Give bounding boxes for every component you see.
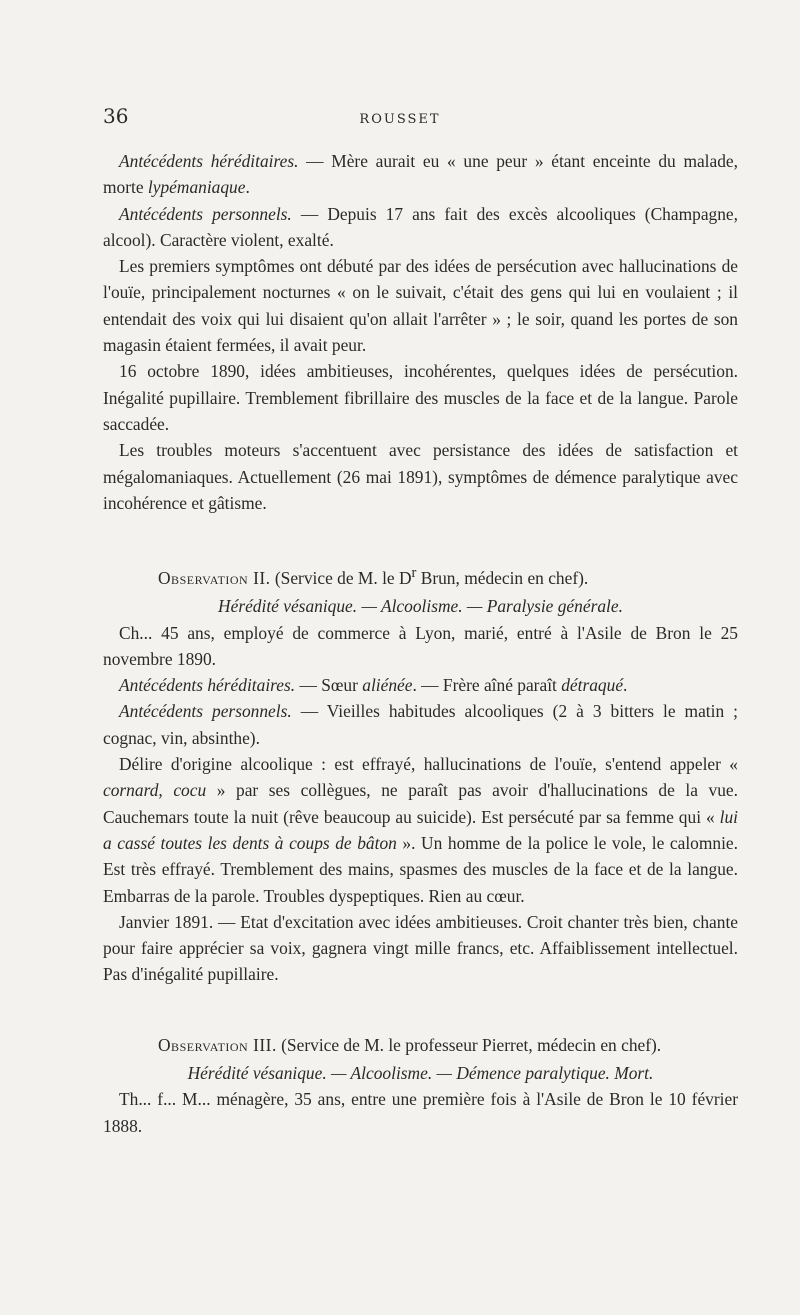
observation-3-title: Observation III. (Service de M. le professeur Pierret, médecin en chef). [158,1034,662,1055]
paragraph-personal-1: Antécédents personnels. — Depuis 17 ans fait des excès alcooliques (Champagne, alcool). Caractère violent, exalté. [103,203,738,250]
paragraph-heading: Antécédents personnels. [119,203,292,224]
paragraph-patient-ch: Ch... 45 ans, employé de commerce à Lyon, marié, entré à l'Asile de Bron le 25 novembre 1890. [103,622,738,669]
paragraph-october-1890: 16 octobre 1890, idées ambitieuses, incohérentes, quelques idées de persécution. Inégalité pupillaire. Tremblement fibrillaire des muscles de la face et de la langue. Parole saccadée. [103,361,738,434]
paragraph-heading: Antécédents personnels. [119,701,292,722]
paragraph-hereditary-2: Antécédents héréditaires. — Sœur aliénée. — Frère aîné paraît détraqué. [119,675,628,696]
body-text [103,148,738,1139]
paragraph-patient-th: Th... f... M... ménagère, 35 ans, entre une première fois à l'Asile de Bron le 10 février 1888. [103,1089,738,1136]
page-number: 36 [103,104,129,128]
paragraph-symptoms: Les premiers symptômes ont débuté par des idées de persécution avec hallucinations de l'ouïe, principalement nocturnes « on le suivait, c'était des gens qui lui en voulaient ; il entendait des voix qui lui disaient qu'on allait l'arrêter » ; le soir, quand les portes de son magasin étaient fermées, il avait peur. [103,256,738,356]
observation-3-subtitle: Hérédité vésanique. — Alcoolisme. — Démence paralytique. Mort. [187,1063,654,1083]
observation-label: Observation III. [158,1034,277,1055]
paragraph-january-1891: Janvier 1891. — Etat d'excitation avec idées ambitieuses. Croit chanter très bien, chante pour faire apprécier sa voix, gagnera vingt mille francs, etc. Affaiblissement intellectuel. Pas d'inégalité pupillaire. [103,911,738,985]
paragraph-heading: Antécédents héréditaires. [119,151,299,171]
paragraph-personal-2: Antécédents personnels. — Vieilles habitudes alcooliques (2 à 3 bitters le matin ; cognac, vin, absinthe). [103,701,738,748]
observation-label: Observation II. [158,567,271,588]
running-head: ROUSSET [359,112,441,127]
paragraph-delirium: Délire d'origine alcoolique : est effrayé, hallucinations de l'ouïe, s'entend appeler « cornard, cocu » par ses collègues, ne paraît pas avoir d'hallucinations de la vue. Cauchemars toute la nuit (rêve beaucoup au suicide). Est persécuté par sa femme qui « lui a cassé toutes les dents à coups de bâton ». Un homme de la police le vole, le calomnie. Est très effrayé. Tremblement des mains, spasmes des muscles de la face et de la langue. Embarras de la parole. Troubles dyspeptiques. Rien au cœur. [103,754,738,906]
paragraph-heading: Antécédents héréditaires. [119,675,296,696]
paragraph-hereditary-1: Antécédents héréditaires. — Mère aurait eu « une peur » étant enceinte du malade, morte lypémaniaque. [103,151,738,198]
paragraph-motor-troubles: Les troubles moteurs s'accentuent avec persistance des idées de satisfaction et mégalomaniaques. Actuellement (26 mai 1891), symptômes de démence paralytique avec incohérence et gâtisme. [103,440,738,513]
observation-2-subtitle: Hérédité vésanique. — Alcoolisme. — Paralysie générale. [218,596,623,617]
observation-2-title: Observation II. (Service de M. le $D^r$ Brun, médecin en chef). [158,565,589,588]
